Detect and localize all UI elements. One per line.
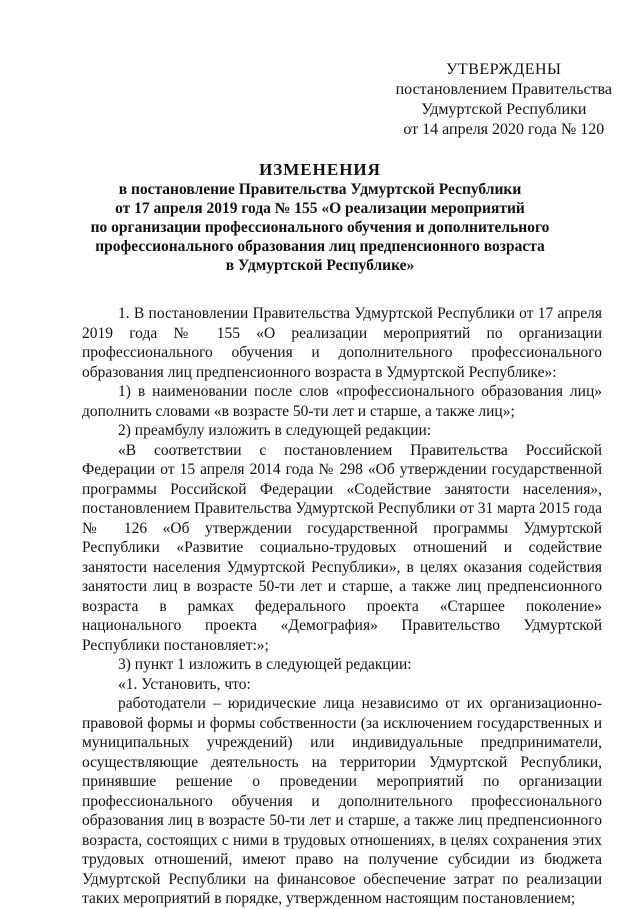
title-line: от 17 апреля 2019 года № 155 «О реализации мероприятий — [115, 200, 525, 217]
paragraph: 1. В постановлении Правительства Удмуртской Республики от 17 апреля 2019 года № 155 «О реализации мероприятий по организации профессионального обучения и дополнительного профессионального образования лиц предпенсионного возраста в Удмуртской Республике»: — [82, 305, 602, 381]
approval-line: Удмуртской Республики — [421, 101, 587, 118]
title-line: в Удмуртской Республике» — [225, 257, 415, 274]
document-title — [40, 160, 600, 275]
paragraph: работодатели – юридические лица независимо от их организационно-правовой формы и формы собственности (за исключением государственных и муниципальных учреждений) или индивидуальные предприниматели, осуществляющие деятельность на территории Удмуртской Республики, принявшие решение о проведении мероприятий по организации профессионального обучения и дополнительного профессионального образования лиц в возрасте 50-ти лет и старше, а также лиц предпенсионного возраста, состоящих с ними в трудовых отношениях, в целях сохранения этих трудовых отношений, имеют право на получение субсидии из бюджета Удмуртской Республики на финансовое обеспечение затрат по реализации таких мероприятий в порядке, утвержденном настоящим постановлением; — [82, 695, 602, 907]
title-line: в постановление Правительства Удмуртской Республики — [118, 181, 522, 198]
paragraph: «В соответствии с постановлением Правительства Российской Федерации от 15 апреля 2014 года № 298 «Об утверждении государственной программы Российской Федерации «Содействие занятости населения», постановлением Правительства Удмуртской Республики от 31 марта 2015 года № 126 «Об утверждении государственной программы Удмуртской Республики «Развитие социально-трудовых отношений и содействие занятости населения Удмуртской Республики», в целях оказания содействия занятости лиц в возрасте 50-ти лет и старше, а также лиц предпенсионного возраста в рамках федерального проекта «Старшее поколение» национального проекта «Демография» Правительство Удмуртской Республики постановляет:»; — [82, 441, 602, 654]
approval-line: от 14 апреля 2020 года № 120 — [403, 121, 605, 138]
paragraph: 3) пункт 1 изложить в следующей редакции: — [118, 656, 412, 673]
approval-line: постановлением Правительства — [395, 81, 612, 98]
approval-heading: УТВЕРЖДЕНЫ — [446, 61, 562, 78]
paragraph: 1) в наименовании после слов «профессионального образования лиц» дополнить словами «в возрасте 50-ти лет и старше, а также лиц»; — [82, 383, 602, 420]
title-main: ИЗМЕНЕНИЯ — [259, 160, 381, 179]
title-line: по организации профессионального обучения и дополнительного — [90, 219, 550, 236]
paragraph: «1. Установить, что: — [118, 675, 251, 693]
document-body — [82, 304, 602, 909]
approval-stamp — [396, 60, 612, 140]
paragraph: 2) преамбулу изложить в следующей редакции: — [118, 422, 432, 439]
title-line: профессионального образования лиц предпенсионного возраста — [95, 238, 545, 255]
